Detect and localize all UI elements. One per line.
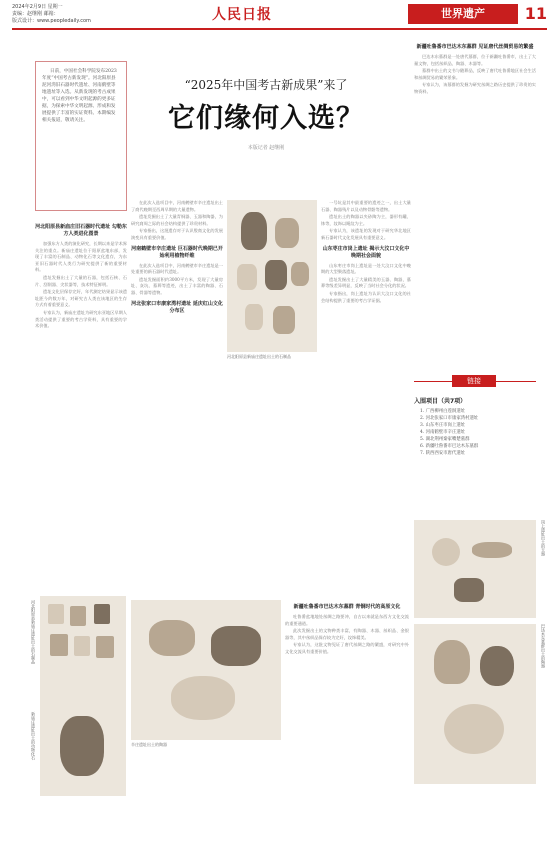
stone-flake [94, 604, 110, 624]
header-editor: 责编：赵继刚 邮箱： [12, 11, 59, 17]
paragraph: 此次发掘出土的文物种类丰富，有陶器、木器、丝织品、金银器等，其中丝织品保存较为完好，纹饰精美。 [285, 628, 409, 640]
stone-flake [70, 606, 86, 626]
paragraph: 巴达木东墓群是一处唐代墓群，位于新疆吐鲁番市，出土了大量文物，包括丝织品、陶器、木器等。 [414, 54, 536, 66]
list-title: 入围项目（共7项） [414, 398, 467, 405]
stone-tool [241, 212, 267, 250]
paragraph: 专家认为，这批文物见证了唐代丝绸之路的繁盛，对研究中外文化交流具有重要价值。 [285, 642, 409, 654]
newspaper-logo: 人民日报 [212, 7, 272, 23]
page-header [12, 4, 547, 26]
paragraph: 专家认为，该遗址的发现对于研究华北地区新石器时代文化发展具有重要意义。 [321, 228, 411, 240]
paragraph: 在此次入选项目中，河南鹤壁市辛庄遗址是一处重要的新石器时代遗址。 [131, 262, 223, 275]
middle-heading-1: 河南鹤壁市辛庄遗址 巨石器时代晚期已开始利用植物纤维 [131, 245, 223, 259]
middle-heading-2: 河北张家口市康家湾村遗址 延庆红山文化分布区 [131, 300, 223, 314]
jade-ring [432, 538, 460, 566]
editor-note [35, 61, 127, 211]
main-title: 它们缘何入选？ [168, 103, 364, 134]
paragraph: 山东枣庄市岗上遗址是一处大汶口文化中晚期的大型聚落遗址。 [321, 262, 411, 275]
column-middle-right [321, 200, 411, 590]
stone-tool [273, 306, 295, 334]
stone-tool [291, 262, 309, 286]
paragraph: 一号坑是其中最重要的遗迹之一，出土大量石器、陶器残片以及动物骨骼等遗物。 [321, 200, 411, 212]
caption-left-2: 新庙庄遗址出土的动物化石 [31, 712, 36, 760]
paragraph: 专家指出，岗上遗址为认识大汶口文化的社会结构提供了重要的考古学证据。 [321, 290, 411, 303]
artifact-photo-stones [227, 200, 317, 352]
link-bar [414, 375, 536, 387]
pottery-shard [149, 620, 195, 656]
paragraph: 遗址发掘面积约3000平方米，发现了大量房址、灰坑、墓葬等遗迹，出土了丰富的陶器、石器、骨器等遗物。 [131, 276, 223, 295]
paragraph: 遗址出土的陶器以夹砂陶为主，器形有罐、钵等，纹饰以绳纹为主。 [321, 214, 411, 226]
animal-fossil [60, 716, 104, 776]
stone-flake [50, 634, 68, 656]
left-heading: 河北阳原县新庙庄旧石器时代遗址 勾勒东方人类进化图景 [35, 224, 127, 237]
stone-flake [74, 636, 90, 656]
list-item: 5. 湖北荆州秦家嘴楚墓群 [420, 437, 470, 442]
paragraph: 专家认为，新庙庄遗址为研究东亚地区早期人类活动提供了重要的考古学资料，具有重要的学术价值。 [35, 309, 127, 329]
caption-bottom: 辛庄遗址出土的陶器 [131, 742, 167, 747]
pottery-vessel [434, 640, 470, 684]
list-item: 7. 陕西西安市唐代遗址 [420, 451, 466, 456]
caption-middle: 河北阳原县新庙庄遗址出土的石制品 [227, 354, 291, 359]
paragraph: 遗址文化层保存完好，年代测定结果显示该遗址距今约数万年，对研究古人类在该地区的生存方式有着重要意义。 [35, 289, 127, 308]
kicker-line: “2025年中国考古新成果”来了 [184, 78, 348, 92]
list-item: 1. 广西柳州白莲洞遗址 [420, 409, 466, 414]
paragraph: 遗址发掘出土了大量精美的玉器、陶器，墓葬等级差异明显，反映了当时社会分化的状况。 [321, 276, 411, 289]
column-middle-left [131, 200, 223, 590]
list-item: 2. 河北张家口市康家湾村遗址 [420, 416, 479, 421]
right-heading: 新疆吐鲁番市巴达木东墓群 见证唐代丝绸贸易的繁盛 [416, 44, 534, 50]
jade-piece [472, 542, 512, 558]
paragraph: 在此次入选项目中，河南鹤壁市辛庄遗址出土了商代晚期至西周早期的大量遗物。 [131, 200, 223, 212]
pottery-shard [171, 676, 235, 720]
stone-tool [275, 218, 299, 248]
stone-flake [96, 636, 114, 658]
stone-tool [237, 264, 257, 290]
list-item: 4. 河南鹤壁市辛庄遗址 [420, 430, 466, 435]
list-item: 6. 新疆吐鲁番市巴达木东墓群 [420, 444, 479, 449]
paragraph: 加强东方人类的演化研究，长期以来是学术界关注的重点。新庙庄遗址位于阳原盆地东部，发现了丰富的石制品、动物化石等文化遗存，为东亚旧石器时代人类行为研究提供了新的重要材料。 [35, 241, 127, 273]
header-design: 版式设计：www.peopledaily.com [12, 18, 91, 24]
link-tag: 链接 [452, 375, 496, 387]
paragraph: 专家指出，这批遗存对于认识殷商文化的发展演变具有重要价值。 [131, 228, 223, 240]
caption-left-1: 河北阳原县新庙庄遗址出土的石制品 [31, 600, 36, 664]
column-bottom [285, 600, 409, 800]
headline-banner [135, 40, 397, 190]
paragraph: 吐鲁番盆地地处丝绸之路要冲，自古以来就是东西方文化交流的重要通道。 [285, 614, 409, 626]
header-rule [12, 28, 547, 30]
middle-right-heading: 山东枣庄市岗上遗址 揭示大汶口文化中晚期社会面貌 [322, 245, 410, 259]
pottery-shard [211, 626, 261, 666]
header-meta [12, 4, 91, 25]
project-list [414, 396, 536, 457]
column-left [35, 220, 127, 590]
paragraph: 专家认为，该墓群的发掘为研究丝绸之路历史提供了珍贵的实物资料。 [414, 82, 536, 94]
column-right-top [414, 40, 536, 370]
caption-right-1: 岗上遗址出土的玉器 [541, 520, 546, 556]
paragraph: 遗址发掘出土了大量的石器，包括石核、石片、刮削器、尖状器等，技术特征鲜明。 [35, 274, 127, 287]
artifact-photo-jade [414, 520, 536, 618]
stone-tool [265, 260, 287, 290]
caption-right-2: 巴达木东墓群出土的陶器 [541, 624, 546, 668]
header-date: 2024年2月9日 星期一 [12, 4, 63, 10]
pottery-vessel [444, 704, 504, 754]
byline: 本版记者 赵继刚 [247, 145, 285, 151]
paragraph: 遗址发掘出土了大量青铜器、玉器和陶器，为研究商周之际的社会结构提供了珍贵材料。 [131, 214, 223, 226]
section-title: 世界遗产 [408, 4, 518, 24]
pottery-vessel [480, 646, 514, 686]
paragraph: 墓群中出土的文书与随葬品，反映了唐代吐鲁番地区社会生活和丝绸贸易的繁荣景象。 [414, 68, 536, 80]
artifact-photo-pottery [414, 624, 536, 784]
artifact-photo-flakes [40, 596, 126, 796]
stone-tool [245, 304, 263, 330]
artifact-photo-bronze [131, 600, 281, 740]
editor-note-text: 日前，中国社会科学院发布2023年度“中国考古新发现”。河北阳原县泥河湾旧石器时代遗址、河南鹤壁等地遗址等入选。从新发现的考古成果中，可以看到中华文明起源的更多证据，为探索中华文明起源、形成和发展提供了丰富的实证资料。本期编发相关报道，敬请关注。 [42, 69, 117, 123]
list-item: 3. 山东枣庄市岗上遗址 [420, 423, 466, 428]
page-number: 11 [524, 4, 547, 23]
jade-piece [454, 578, 484, 602]
stone-flake [48, 604, 64, 624]
bottom-heading: 新疆吐鲁番市巴达木东墓群 青铜时代的高原文化 [293, 604, 401, 610]
